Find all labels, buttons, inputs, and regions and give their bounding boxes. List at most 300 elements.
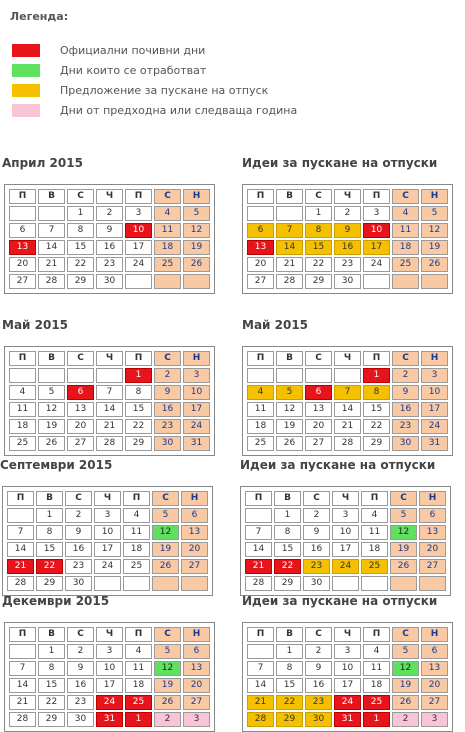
day-cell: 29 xyxy=(125,436,152,451)
calendar-title: Септември 2015 xyxy=(0,458,113,472)
weekday-header: П xyxy=(125,351,152,366)
day-cell: 5 xyxy=(154,644,181,659)
day-cell: 3 xyxy=(96,644,123,659)
weekday-header: С xyxy=(67,627,94,642)
day-cell: 4 xyxy=(363,644,390,659)
day-cell: 19 xyxy=(390,542,417,557)
day-cell: 26 xyxy=(421,257,448,272)
day-cell: 10 xyxy=(363,223,390,238)
week-row xyxy=(9,695,210,710)
day-cell: 1 xyxy=(276,644,303,659)
day-cell: 10 xyxy=(183,385,210,400)
day-cell: 28 xyxy=(276,274,303,289)
day-cell: 10 xyxy=(334,661,361,676)
week-row xyxy=(245,508,446,523)
day-cell: 14 xyxy=(38,240,65,255)
day-cell: 3 xyxy=(183,712,210,727)
day-cell: 20 xyxy=(67,419,94,434)
day-cell: 16 xyxy=(334,240,361,255)
day-cell: 27 xyxy=(67,436,94,451)
day-cell: 14 xyxy=(245,542,272,557)
weekday-header: С xyxy=(392,351,419,366)
day-cell xyxy=(9,368,36,383)
day-cell: 8 xyxy=(67,223,94,238)
day-cell: 15 xyxy=(36,542,63,557)
day-cell: 8 xyxy=(38,661,65,676)
day-cell: 20 xyxy=(9,257,36,272)
day-cell: 31 xyxy=(96,712,123,727)
day-cell: 29 xyxy=(305,274,332,289)
weekday-header: С xyxy=(305,351,332,366)
legend-swatch xyxy=(12,64,40,77)
day-cell: 23 xyxy=(305,695,332,710)
day-cell xyxy=(419,576,446,591)
day-cell xyxy=(38,206,65,221)
week-row xyxy=(9,257,210,272)
day-cell: 25 xyxy=(9,436,36,451)
weekday-header: Ч xyxy=(96,351,123,366)
weekday-header: В xyxy=(38,627,65,642)
day-cell: 12 xyxy=(392,661,419,676)
day-cell: 30 xyxy=(67,712,94,727)
day-cell: 14 xyxy=(247,678,274,693)
day-cell: 21 xyxy=(245,559,272,574)
day-cell: 23 xyxy=(334,257,361,272)
calendar-table xyxy=(7,349,212,453)
day-cell: 26 xyxy=(392,695,419,710)
day-cell: 24 xyxy=(96,695,123,710)
day-cell: 13 xyxy=(419,525,446,540)
day-cell: 16 xyxy=(392,402,419,417)
day-cell: 16 xyxy=(96,240,123,255)
day-cell: 13 xyxy=(305,402,332,417)
day-cell: 8 xyxy=(276,661,303,676)
calendar-table xyxy=(7,187,212,291)
calendar-grid xyxy=(242,346,453,456)
day-cell: 21 xyxy=(38,257,65,272)
calendar-table xyxy=(5,489,210,593)
day-cell: 25 xyxy=(247,436,274,451)
day-cell: 13 xyxy=(421,661,448,676)
weekday-header: Н xyxy=(183,189,210,204)
weekday-header: С xyxy=(154,627,181,642)
day-cell: 3 xyxy=(125,206,152,221)
weekday-header: П xyxy=(363,627,390,642)
weekday-header-row xyxy=(245,491,446,506)
day-cell: 27 xyxy=(247,274,274,289)
week-row xyxy=(9,240,210,255)
day-cell xyxy=(276,368,303,383)
day-cell: 19 xyxy=(183,240,210,255)
day-cell: 26 xyxy=(183,257,210,272)
calendar-table xyxy=(7,625,212,729)
calendar-title: Идеи за пускане на отпуски xyxy=(240,458,436,472)
week-row xyxy=(245,525,446,540)
day-cell: 28 xyxy=(9,712,36,727)
week-row xyxy=(9,678,210,693)
day-cell: 20 xyxy=(305,419,332,434)
day-cell: 10 xyxy=(332,525,359,540)
day-cell: 1 xyxy=(36,508,63,523)
day-cell: 25 xyxy=(392,257,419,272)
day-cell: 21 xyxy=(96,419,123,434)
day-cell: 21 xyxy=(276,257,303,272)
day-cell: 9 xyxy=(392,385,419,400)
day-cell: 14 xyxy=(9,678,36,693)
weekday-header: П xyxy=(245,491,272,506)
day-cell xyxy=(94,576,121,591)
day-cell: 15 xyxy=(67,240,94,255)
weekday-header: Н xyxy=(183,627,210,642)
day-cell: 29 xyxy=(67,274,94,289)
weekday-header: В xyxy=(274,491,301,506)
day-cell: 1 xyxy=(363,368,390,383)
day-cell: 2 xyxy=(67,644,94,659)
day-cell: 22 xyxy=(36,559,63,574)
day-cell: 24 xyxy=(363,257,390,272)
weekday-header: П xyxy=(361,491,388,506)
day-cell: 30 xyxy=(392,436,419,451)
day-cell: 27 xyxy=(9,274,36,289)
day-cell: 5 xyxy=(392,644,419,659)
day-cell: 9 xyxy=(334,223,361,238)
calendar-title: Май 2015 xyxy=(242,318,309,332)
legend-title: Легенда: xyxy=(10,10,69,23)
weekday-header-row xyxy=(7,491,208,506)
weekday-header: С xyxy=(65,491,92,506)
calendar-grid xyxy=(4,346,215,456)
day-cell: 11 xyxy=(392,223,419,238)
day-cell: 19 xyxy=(392,678,419,693)
weekday-header: С xyxy=(67,189,94,204)
day-cell: 13 xyxy=(9,240,36,255)
day-cell: 18 xyxy=(392,240,419,255)
day-cell: 30 xyxy=(65,576,92,591)
day-cell: 2 xyxy=(392,368,419,383)
week-row xyxy=(247,223,448,238)
legend-label: Дни които се отработват xyxy=(60,64,207,77)
day-cell: 24 xyxy=(183,419,210,434)
day-cell: 8 xyxy=(274,525,301,540)
week-row xyxy=(247,695,448,710)
weekday-header: С xyxy=(305,189,332,204)
day-cell: 1 xyxy=(363,712,390,727)
day-cell: 5 xyxy=(152,508,179,523)
day-cell: 18 xyxy=(123,542,150,557)
day-cell: 3 xyxy=(334,644,361,659)
calendar-title: Декември 2015 xyxy=(2,594,110,608)
day-cell xyxy=(9,644,36,659)
day-cell xyxy=(390,576,417,591)
day-cell: 1 xyxy=(125,712,152,727)
day-cell: 18 xyxy=(9,419,36,434)
week-row xyxy=(245,576,446,591)
day-cell: 6 xyxy=(419,508,446,523)
day-cell: 21 xyxy=(9,695,36,710)
week-row xyxy=(247,274,448,289)
day-cell: 25 xyxy=(363,695,390,710)
day-cell: 22 xyxy=(363,419,390,434)
day-cell: 5 xyxy=(183,206,210,221)
day-cell: 22 xyxy=(274,559,301,574)
day-cell: 21 xyxy=(334,419,361,434)
weekday-header-row xyxy=(247,351,448,366)
day-cell: 27 xyxy=(419,559,446,574)
weekday-header: П xyxy=(9,189,36,204)
day-cell: 2 xyxy=(65,508,92,523)
weekday-header: Ч xyxy=(96,189,123,204)
day-cell xyxy=(181,576,208,591)
day-cell: 16 xyxy=(67,678,94,693)
day-cell: 8 xyxy=(36,525,63,540)
day-cell: 27 xyxy=(183,695,210,710)
day-cell xyxy=(305,368,332,383)
weekday-header: В xyxy=(276,627,303,642)
week-row xyxy=(7,576,208,591)
day-cell: 8 xyxy=(363,385,390,400)
day-cell: 7 xyxy=(9,661,36,676)
calendar-title: Идеи за пускане на отпуски xyxy=(242,156,438,170)
day-cell: 18 xyxy=(247,419,274,434)
day-cell: 16 xyxy=(65,542,92,557)
day-cell xyxy=(245,508,272,523)
day-cell: 16 xyxy=(303,542,330,557)
day-cell: 11 xyxy=(9,402,36,417)
weekday-header: Ч xyxy=(332,491,359,506)
day-cell: 14 xyxy=(7,542,34,557)
legend-swatch xyxy=(12,44,40,57)
day-cell: 17 xyxy=(421,402,448,417)
day-cell: 3 xyxy=(421,712,448,727)
day-cell: 17 xyxy=(125,240,152,255)
weekday-header: П xyxy=(9,351,36,366)
day-cell: 9 xyxy=(303,525,330,540)
day-cell: 12 xyxy=(421,223,448,238)
weekday-header-row xyxy=(247,189,448,204)
day-cell: 11 xyxy=(247,402,274,417)
day-cell: 10 xyxy=(94,525,121,540)
day-cell: 26 xyxy=(38,436,65,451)
day-cell: 11 xyxy=(154,223,181,238)
week-row xyxy=(247,206,448,221)
weekday-header: Н xyxy=(421,189,448,204)
day-cell: 19 xyxy=(152,542,179,557)
day-cell: 20 xyxy=(247,257,274,272)
day-cell: 23 xyxy=(392,419,419,434)
weekday-header: П xyxy=(125,627,152,642)
day-cell: 1 xyxy=(38,644,65,659)
day-cell: 7 xyxy=(334,385,361,400)
day-cell: 27 xyxy=(305,436,332,451)
day-cell xyxy=(392,274,419,289)
day-cell: 8 xyxy=(305,223,332,238)
day-cell xyxy=(247,644,274,659)
day-cell: 26 xyxy=(276,436,303,451)
day-cell: 4 xyxy=(9,385,36,400)
day-cell: 7 xyxy=(276,223,303,238)
day-cell: 28 xyxy=(247,712,274,727)
day-cell: 15 xyxy=(363,402,390,417)
day-cell: 2 xyxy=(303,508,330,523)
day-cell: 18 xyxy=(125,678,152,693)
day-cell: 10 xyxy=(125,223,152,238)
day-cell xyxy=(152,576,179,591)
day-cell: 20 xyxy=(421,678,448,693)
day-cell: 2 xyxy=(392,712,419,727)
calendar-title: Април 2015 xyxy=(2,156,83,170)
day-cell: 24 xyxy=(332,559,359,574)
day-cell: 6 xyxy=(183,644,210,659)
day-cell: 22 xyxy=(305,257,332,272)
day-cell: 3 xyxy=(421,368,448,383)
legend-swatch xyxy=(12,84,40,97)
week-row xyxy=(247,402,448,417)
weekday-header: В xyxy=(38,351,65,366)
day-cell: 6 xyxy=(181,508,208,523)
day-cell: 25 xyxy=(154,257,181,272)
week-row xyxy=(247,644,448,659)
day-cell: 17 xyxy=(363,240,390,255)
weekday-header: Н xyxy=(421,351,448,366)
day-cell: 13 xyxy=(183,661,210,676)
weekday-header: П xyxy=(247,351,274,366)
day-cell: 12 xyxy=(154,661,181,676)
weekday-header: П xyxy=(247,189,274,204)
legend-swatch xyxy=(12,104,40,117)
weekday-header: В xyxy=(276,189,303,204)
day-cell: 16 xyxy=(305,678,332,693)
week-row xyxy=(7,559,208,574)
week-row xyxy=(247,419,448,434)
day-cell: 28 xyxy=(334,436,361,451)
week-row xyxy=(9,436,210,451)
day-cell: 1 xyxy=(274,508,301,523)
week-row xyxy=(7,542,208,557)
weekday-header: С xyxy=(390,491,417,506)
day-cell: 29 xyxy=(274,576,301,591)
day-cell: 28 xyxy=(245,576,272,591)
day-cell: 21 xyxy=(247,695,274,710)
day-cell: 6 xyxy=(9,223,36,238)
day-cell: 9 xyxy=(67,661,94,676)
weekday-header: Ч xyxy=(96,627,123,642)
calendar-grid xyxy=(4,622,215,732)
day-cell: 5 xyxy=(421,206,448,221)
weekday-header: С xyxy=(392,189,419,204)
day-cell: 7 xyxy=(7,525,34,540)
week-row xyxy=(9,712,210,727)
day-cell: 31 xyxy=(183,436,210,451)
day-cell xyxy=(96,368,123,383)
day-cell xyxy=(363,274,390,289)
day-cell xyxy=(334,368,361,383)
day-cell: 15 xyxy=(38,678,65,693)
weekday-header: Н xyxy=(421,627,448,642)
weekday-header: С xyxy=(303,491,330,506)
day-cell: 8 xyxy=(125,385,152,400)
day-cell xyxy=(123,576,150,591)
day-cell: 17 xyxy=(183,402,210,417)
week-row xyxy=(9,206,210,221)
day-cell xyxy=(361,576,388,591)
weekday-header: П xyxy=(123,491,150,506)
weekday-header: В xyxy=(38,189,65,204)
weekday-header: П xyxy=(7,491,34,506)
day-cell: 19 xyxy=(421,240,448,255)
day-cell: 14 xyxy=(96,402,123,417)
day-cell: 11 xyxy=(123,525,150,540)
weekday-header: П xyxy=(247,627,274,642)
day-cell: 2 xyxy=(305,644,332,659)
day-cell: 9 xyxy=(65,525,92,540)
week-row xyxy=(247,240,448,255)
day-cell: 3 xyxy=(332,508,359,523)
day-cell: 26 xyxy=(390,559,417,574)
day-cell: 20 xyxy=(183,678,210,693)
day-cell: 4 xyxy=(361,508,388,523)
week-row xyxy=(9,419,210,434)
day-cell: 22 xyxy=(67,257,94,272)
day-cell: 30 xyxy=(154,436,181,451)
day-cell: 29 xyxy=(38,712,65,727)
weekday-header: С xyxy=(305,627,332,642)
day-cell: 17 xyxy=(96,678,123,693)
day-cell: 2 xyxy=(334,206,361,221)
day-cell: 5 xyxy=(38,385,65,400)
calendar-grid xyxy=(2,486,213,596)
day-cell xyxy=(125,274,152,289)
weekday-header: П xyxy=(9,627,36,642)
day-cell xyxy=(332,576,359,591)
day-cell: 2 xyxy=(154,368,181,383)
weekday-header-row xyxy=(9,627,210,642)
week-row xyxy=(247,712,448,727)
day-cell: 15 xyxy=(125,402,152,417)
day-cell: 14 xyxy=(276,240,303,255)
day-cell: 7 xyxy=(247,661,274,676)
day-cell: 23 xyxy=(67,695,94,710)
day-cell xyxy=(9,206,36,221)
day-cell: 29 xyxy=(363,436,390,451)
weekday-header: Ч xyxy=(334,627,361,642)
day-cell: 12 xyxy=(38,402,65,417)
day-cell: 22 xyxy=(38,695,65,710)
week-row xyxy=(247,257,448,272)
calendar-table xyxy=(245,349,450,453)
day-cell: 16 xyxy=(154,402,181,417)
day-cell: 25 xyxy=(361,559,388,574)
week-row xyxy=(247,368,448,383)
day-cell: 12 xyxy=(183,223,210,238)
week-row xyxy=(7,525,208,540)
day-cell: 15 xyxy=(305,240,332,255)
weekday-header: С xyxy=(154,189,181,204)
day-cell xyxy=(67,368,94,383)
day-cell: 4 xyxy=(247,385,274,400)
day-cell: 24 xyxy=(125,257,152,272)
day-cell: 30 xyxy=(303,576,330,591)
week-row xyxy=(247,436,448,451)
day-cell: 10 xyxy=(96,661,123,676)
day-cell: 6 xyxy=(305,385,332,400)
week-row xyxy=(9,368,210,383)
day-cell: 17 xyxy=(334,678,361,693)
weekday-header-row xyxy=(9,351,210,366)
weekday-header: В xyxy=(36,491,63,506)
weekday-header: Н xyxy=(419,491,446,506)
week-row xyxy=(245,542,446,557)
day-cell: 6 xyxy=(67,385,94,400)
